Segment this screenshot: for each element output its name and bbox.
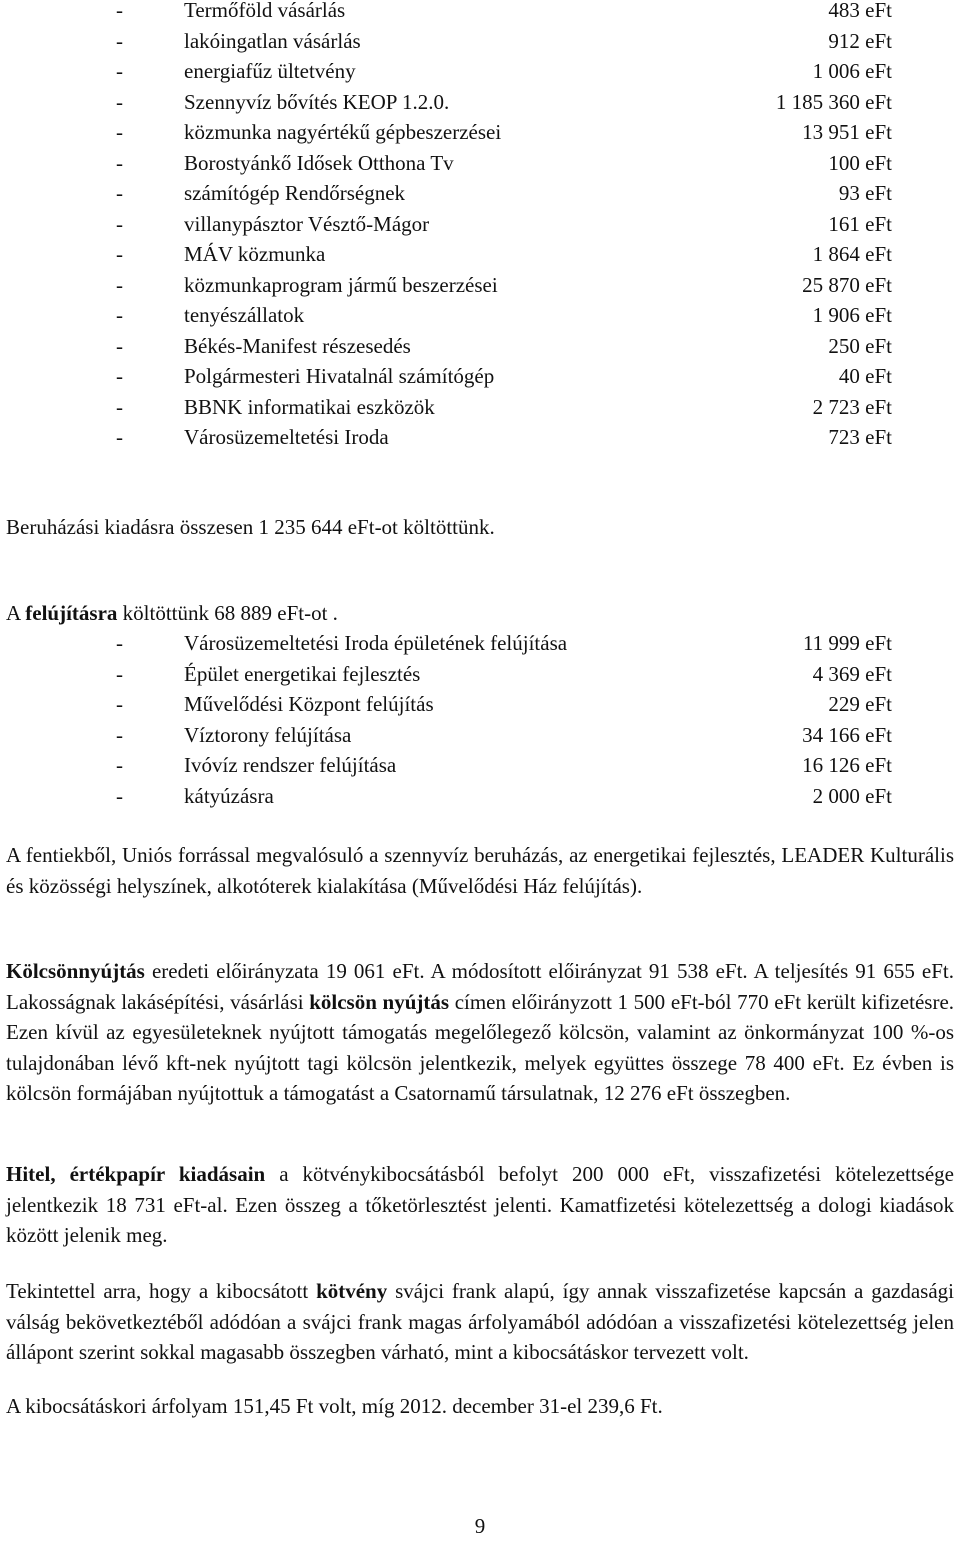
item-label: Békés-Manifest részesedés: [184, 333, 411, 358]
list-bullet: -: [116, 753, 123, 777]
bonds-paragraph: [6, 1159, 954, 1251]
item-amount: 4 369 eFt: [812, 661, 892, 686]
loans-text-1: eredeti előirányzata 19 061 eFt. A módosított előirányzat 91 538 eFt. A teljesítés 91 655 eFt. Lakosságnak lakásépítési, vásárlási: [6, 959, 954, 1014]
renovation-intro-post: költöttünk 68 889 eFt-ot .: [117, 601, 338, 625]
list-item: [0, 178, 960, 209]
list-item: [0, 659, 960, 690]
item-amount: 1 006 eFt: [812, 59, 892, 83]
item-label: Borostyánkő Idősek Otthona Tv: [184, 150, 454, 175]
item-amount: 1 864 eFt: [812, 242, 892, 266]
list-bullet: -: [116, 181, 123, 205]
list-bullet: -: [116, 722, 123, 747]
list-bullet: -: [116, 783, 123, 808]
item-label: közmunkaprogram jármű beszerzései: [184, 272, 498, 297]
item-amount: 483 eFt: [828, 0, 892, 22]
item-label: számítógép Rendőrségnek: [184, 181, 406, 205]
list-item: [0, 209, 960, 240]
list-item: [0, 392, 960, 423]
item-amount: 229 eFt: [828, 692, 892, 716]
item-amount: 2 000 eFt: [812, 783, 892, 808]
loans-heading: Kölcsönnyújtás: [6, 959, 145, 983]
list-item: [0, 689, 960, 720]
loans-paragraph: [6, 956, 954, 1109]
renovation-list: [0, 628, 960, 811]
fx-text-1: Tekintettel arra, hogy a kibocsátott: [6, 1279, 317, 1303]
page-number: 9: [474, 1514, 486, 1538]
list-item: [0, 628, 960, 659]
list-bullet: -: [116, 364, 123, 388]
list-bullet: -: [116, 89, 123, 114]
item-amount: 1 185 360 eFt: [775, 89, 892, 114]
list-item: [0, 117, 960, 148]
list-item: [0, 422, 960, 453]
renovation-intro: [6, 598, 954, 629]
item-amount: 13 951 eFt: [802, 120, 892, 144]
exchange-rate-line: A kibocsátáskori árfolyam 151,45 Ft volt, míg 2012. december 31-el 239,6 Ft.: [6, 1394, 663, 1418]
list-item: [0, 0, 960, 26]
list-item: [0, 270, 960, 301]
list-bullet: -: [116, 631, 123, 655]
item-label: MÁV közmunka: [184, 242, 326, 266]
item-label: Polgármesteri Hivatalnál számítógép: [184, 364, 495, 388]
fx-emphasis: kötvény: [316, 1279, 388, 1303]
list-item: [0, 720, 960, 751]
item-amount: 25 870 eFt: [802, 272, 892, 297]
item-label: villanypásztor Vésztő-Mágor: [184, 211, 430, 236]
item-label: Ivóvíz rendszer felújítása: [184, 753, 397, 777]
list-bullet: -: [116, 59, 123, 83]
list-item: [0, 87, 960, 118]
item-label: közmunka nagyértékű gépbeszerzései: [184, 120, 502, 144]
item-amount: 40 eFt: [838, 364, 892, 388]
list-bullet: -: [116, 425, 123, 449]
list-bullet: -: [116, 303, 123, 327]
investment-list: [0, 0, 960, 453]
bonds-heading: Hitel, értékpapír kiadásain: [6, 1162, 266, 1186]
list-item: [0, 56, 960, 87]
list-bullet: -: [116, 28, 123, 53]
item-amount: 912 eFt: [828, 28, 892, 53]
list-bullet: -: [116, 333, 123, 358]
item-amount: 161 eFt: [828, 211, 892, 236]
fx-text-2: svájci frank alapú, így annak visszafizetése kapcsán a gazdasági válság bekövetkeztéből adódóan a svájci frank magas árfolyamából adódóan a visszafizetési kötelezettség jelen állápont szerint sokkal magasabb összegben várható, mint a kibocsátáskor tervezett volt.: [6, 1279, 954, 1364]
item-amount: 11 999 eFt: [802, 631, 892, 655]
item-label: tenyészállatok: [184, 303, 305, 327]
list-item: [0, 148, 960, 179]
list-bullet: -: [116, 394, 123, 419]
loans-text-2: címen előirányzott 1 500 eFt-ból 770 eFt került kifizetésre. Ezen kívül az egyesületeknek nyújtott támogatás megelőlegező kölcsön, valamint az önkormányzat 100 %-os tulajdonában lévő kft-nek nyújtott tagi kölcsön jelentkezik, melyek együttes összege 78 400 eFt. Ez évben is kölcsön formájában nyújtottuk a támogatást a Csatornamű társulatnak, 12 276 eFt összegben.: [6, 989, 955, 1105]
item-label: Épület energetikai fejlesztés: [184, 661, 421, 686]
list-bullet: -: [116, 242, 123, 266]
list-bullet: -: [116, 661, 123, 686]
item-amount: 34 166 eFt: [802, 722, 892, 747]
bonds-text: a kötvénykibocsátásból befolyt 200 000 eFt, visszafizetési kötelezettsége jelentkezik 18 731 eFt-al. Ezen összeg a tőketörlesztést jelenti. Kamatfizetési kötelezettség a dologi kiadások között jelenik meg.: [6, 1162, 955, 1247]
list-item: [0, 750, 960, 781]
item-amount: 723 eFt: [828, 425, 892, 449]
list-item: [0, 361, 960, 392]
item-amount: 2 723 eFt: [812, 394, 892, 419]
renovation-intro-bold: felújításra: [25, 601, 118, 625]
item-amount: 1 906 eFt: [812, 303, 892, 327]
item-label: Művelődési Központ felújítás: [184, 692, 434, 716]
fx-paragraph: [6, 1276, 954, 1368]
item-label: BBNK informatikai eszközök: [184, 394, 435, 419]
list-bullet: -: [116, 150, 123, 175]
renovation-intro-pre: A: [6, 601, 26, 625]
list-item: [0, 300, 960, 331]
item-label: Termőföld vásárlás: [184, 0, 346, 22]
list-bullet: -: [116, 272, 123, 297]
summary-paragraph: A fentiekből, Uniós forrással megvalósuló a szennyvíz beruházás, az energetikai fejlesztés, LEADER Kulturális és közösségi helyszínek, alkotóterek kialakítása (Művelődési Ház felújítás).: [6, 843, 954, 898]
item-label: energiafűz ültetvény: [184, 59, 356, 83]
item-amount: 100 eFt: [828, 150, 892, 175]
item-label: Városüzemeltetési Iroda: [184, 425, 389, 449]
list-item: [0, 331, 960, 362]
list-item: [0, 781, 960, 812]
item-amount: 16 126 eFt: [802, 753, 892, 777]
investment-total: Beruházási kiadásra összesen 1 235 644 eFt-ot költöttünk.: [6, 515, 495, 539]
list-bullet: -: [116, 211, 123, 236]
item-label: lakóingatlan vásárlás: [184, 28, 361, 53]
item-amount: 250 eFt: [828, 333, 892, 358]
item-label: Városüzemeltetési Iroda épületének felújítása: [184, 631, 568, 655]
list-bullet: -: [116, 692, 123, 716]
list-item: [0, 26, 960, 57]
item-label: Víztorony felújítása: [184, 722, 352, 747]
loans-emphasis: kölcsön nyújtás: [309, 989, 450, 1014]
list-bullet: -: [116, 120, 123, 144]
list-bullet: -: [116, 0, 123, 22]
item-label: Szennyvíz bővítés KEOP 1.2.0.: [184, 89, 450, 114]
item-amount: 93 eFt: [838, 181, 892, 205]
item-label: kátyúzásra: [184, 783, 274, 808]
list-item: [0, 239, 960, 270]
